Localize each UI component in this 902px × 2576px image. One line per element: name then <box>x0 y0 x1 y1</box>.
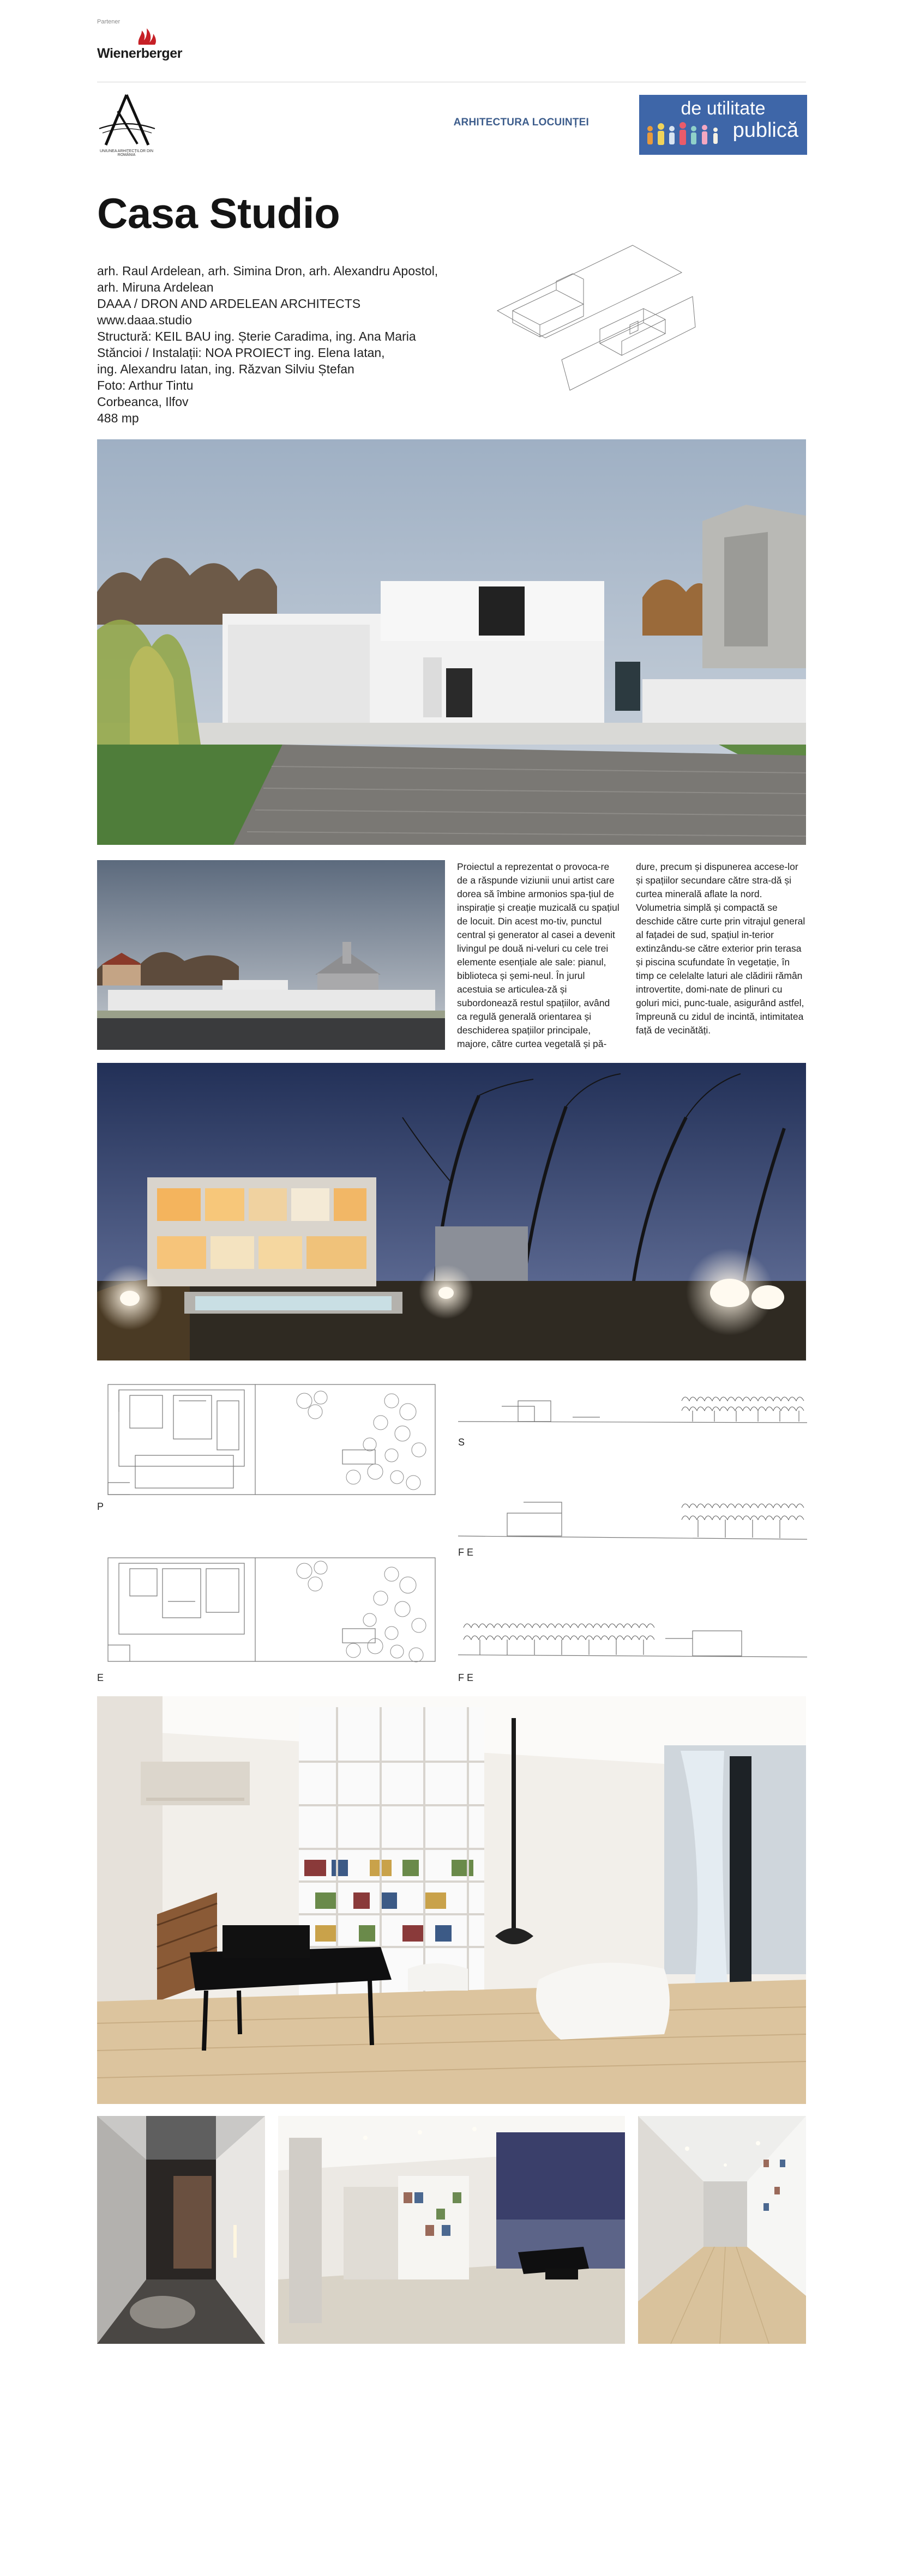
wienerberger-name: Wienerberger <box>97 46 183 61</box>
uar-logo[interactable] <box>94 93 159 164</box>
credit-line: Corbeanca, Ilfov <box>97 395 189 409</box>
plan-label-upper: E <box>97 1672 104 1683</box>
credit-line: Foto: Arthur Tintu <box>97 378 194 392</box>
credit-line: Structură: KEIL BAU ing. Șterie Caradima, ing. Ana Maria <box>97 329 416 343</box>
body-paragraph-2: dure, precum și dispunerea accese-lor și spațiilor secundare către stra-dă și curtea minerală aflate la nord. Volumetria simplă și compactă se deschide către curte prin vitrajul general al fațadei de sud, spațiul in-terior extinzându-se către exterior prin terasa și piscina scufundate în vegetație, în timp ce celelalte laturi ale clădirii rămân introvertite, domi-nate de plinuri cu goluri mici, punc-tuale, asigurând astfel, împreună cu zidul de incintă, intimitatea față de vecinătăți. <box>636 861 805 1036</box>
badge-line-1: de utilitate <box>681 98 766 119</box>
credit-line: 488 mp <box>97 411 139 425</box>
body-column-2 <box>636 860 806 1037</box>
facade-label-2: F E <box>458 1672 474 1683</box>
credit-line: arh. Miruna Ardelean <box>97 280 214 294</box>
site-section-drawing <box>458 1379 807 1434</box>
section-label[interactable]: ARHITECTURA LOCUINȚEI <box>453 117 589 128</box>
body-paragraph-1: Proiectul a reprezentat o provoca-re de a răspunde viziunii unui artist care dorea să îmbine armonios spa-țiul de inspirație și creație muzicală cu spațiul de locuit. Din acest mo-tiv, punctul central și generator al casei a devenit livingul pe două ni-veluri cu cele trei elemente esențiale ale sale: pianul, biblioteca și șemi-neul. În jurul acestuia se articulea-ză și subordonează restul spațiilor, având ca regulă generală orientarea și deschiderea spațiilor principale, majore, către curtea vegetală și pă- <box>457 861 620 1049</box>
exterior-hero-photo[interactable] <box>97 439 806 845</box>
interior-hall-photo[interactable] <box>278 2116 625 2344</box>
upper-floor-plan-drawing <box>97 1552 441 1667</box>
wienerberger-logo[interactable] <box>97 26 206 64</box>
sponsor-label: Partener <box>97 19 121 25</box>
badge-line-2: publică <box>732 119 798 142</box>
section-label-s: S <box>458 1437 465 1448</box>
plan-label-ground: P <box>97 1501 104 1512</box>
wienerberger-flame-icon <box>136 26 158 46</box>
axonometric-drawing <box>491 229 698 392</box>
ground-floor-plan-drawing <box>97 1379 441 1500</box>
living-room-photo[interactable] <box>97 1696 806 2107</box>
project-credits <box>97 263 468 426</box>
credit-line: ing. Alexandru Iatan, ing. Răzvan Silviu Ștefan <box>97 362 354 376</box>
uar-a-icon <box>94 93 159 147</box>
credit-line: DAAA / DRON AND ARDELEAN ARCHITECTS <box>97 297 361 311</box>
night-garden-photo[interactable] <box>97 1063 806 1360</box>
credit-line: Stăncioi / Instalații: NOA PROIECT ing. Elena Iatan, <box>97 346 385 360</box>
library-corridor-photo[interactable] <box>638 2116 806 2344</box>
article-title: Casa Studio <box>97 189 340 237</box>
entrance-corridor-photo[interactable] <box>97 2116 265 2344</box>
credit-line[interactable]: www.daaa.studio <box>97 313 192 327</box>
facade-drawing-2 <box>458 1600 807 1666</box>
credit-line: arh. Raul Ardelean, arh. Simina Dron, arh. Alexandru Apostol, <box>97 264 438 278</box>
facade-drawing-1 <box>458 1486 807 1546</box>
uar-logo-text: UNIUNEA ARHITECȚILOR DIN ROMÂNIA <box>99 149 153 157</box>
body-column-1 <box>457 860 621 1051</box>
facade-label-1: F E <box>458 1547 474 1558</box>
de-utilitate-publica-badge[interactable] <box>639 95 807 155</box>
street-view-photo[interactable] <box>97 860 445 1050</box>
